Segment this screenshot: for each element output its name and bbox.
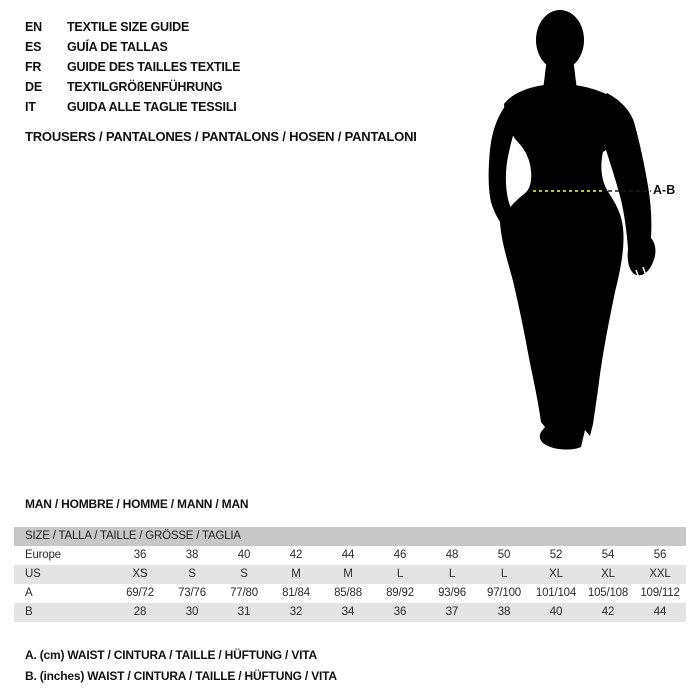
size-value-cell: 85/88	[334, 587, 362, 599]
size-value-cell: L	[448, 568, 456, 580]
size-value-cell: L	[500, 568, 508, 580]
language-code: FR	[25, 60, 42, 74]
size-value-cell: 42	[601, 606, 615, 618]
size-value-cell: 50	[497, 549, 511, 561]
size-value-cell: XXL	[649, 568, 671, 580]
size-value-cell: M	[291, 568, 301, 580]
size-value-cell: 69/72	[126, 587, 154, 599]
size-value-cell: L	[396, 568, 404, 580]
size-value-cell: 89/92	[386, 587, 414, 599]
row-label: A	[25, 587, 33, 599]
size-value-cell: 52	[549, 549, 563, 561]
size-value-cell: S	[188, 568, 196, 580]
language-code: IT	[25, 100, 36, 114]
size-value-cell: M	[343, 568, 353, 580]
language-title: TEXTILGRÖßENFÜHRUNG	[67, 80, 223, 94]
size-value-cell: 56	[653, 549, 667, 561]
size-value-cell: 101/104	[535, 587, 577, 599]
language-title: GUIDE DES TAILLES TEXTILE	[67, 60, 241, 74]
size-value-cell: XS	[132, 568, 148, 580]
size-value-cell: 81/84	[282, 587, 310, 599]
size-value-cell: 48	[445, 549, 459, 561]
size-table-row-us	[14, 565, 686, 584]
language-title: TEXTILE SIZE GUIDE	[67, 20, 190, 34]
measurement-notes	[25, 645, 337, 687]
language-code: EN	[25, 20, 42, 34]
size-value-cell: 77/80	[230, 587, 258, 599]
size-value-cell: 46	[393, 549, 407, 561]
size-table-header: SIZE / TALLA / TAILLE / GRÖSSE / TAGLIA	[14, 527, 686, 546]
size-value-cell: S	[240, 568, 248, 580]
language-title: GUIDA ALLE TAGLIE TESSILI	[67, 100, 237, 114]
language-code: DE	[25, 80, 42, 94]
size-value-cell: 38	[497, 606, 511, 618]
language-title: GUÍA DE TALLAS	[67, 40, 168, 54]
size-value-cell: 109/112	[640, 587, 680, 599]
row-label: Europe	[25, 549, 61, 561]
waist-measure-label: A-B	[653, 183, 676, 197]
size-value-cell: 93/96	[438, 587, 466, 599]
size-value-cell: 73/76	[178, 587, 206, 599]
size-value-cell: 97/100	[487, 587, 521, 599]
language-code: ES	[25, 40, 42, 54]
size-value-cell: XL	[549, 568, 563, 580]
gender-heading: MAN / HOMBRE / HOMME / MANN / MAN	[25, 497, 249, 511]
size-table-body	[14, 546, 686, 622]
size-value-cell: 37	[445, 606, 459, 618]
product-category-heading: TROUSERS / PANTALONES / PANTALONS / HOSEN / PANTALONI	[25, 129, 417, 144]
size-value-cell: 28	[133, 606, 147, 618]
size-value-cell: 44	[341, 549, 355, 561]
size-value-cell: 40	[237, 549, 251, 561]
size-value-cell: 44	[653, 606, 667, 618]
size-value-cell: 30	[185, 606, 199, 618]
size-value-cell: 32	[289, 606, 303, 618]
size-value-cell: 54	[601, 549, 615, 561]
size-table-row-europe	[14, 546, 686, 565]
measurement-note: B. (inches) WAIST / CINTURA / TAILLE / HÜFTUNG / VITA	[25, 669, 337, 683]
row-label: US	[25, 568, 41, 580]
size-value-cell: XL	[601, 568, 615, 580]
size-table	[14, 527, 686, 622]
size-table-row-b	[14, 603, 686, 622]
size-value-cell: 105/108	[587, 587, 629, 599]
size-value-cell: 31	[237, 606, 251, 618]
size-value-cell: 38	[185, 549, 199, 561]
size-value-cell: 36	[133, 549, 147, 561]
size-value-cell: 36	[393, 606, 407, 618]
row-label: B	[25, 606, 33, 618]
size-value-cell: 40	[549, 606, 563, 618]
size-value-cell: 34	[341, 606, 355, 618]
size-value-cell: 42	[289, 549, 303, 561]
size-table-row-a	[14, 584, 686, 603]
measurement-note: A. (cm) WAIST / CINTURA / TAILLE / HÜFTUNG / VITA	[25, 648, 317, 662]
